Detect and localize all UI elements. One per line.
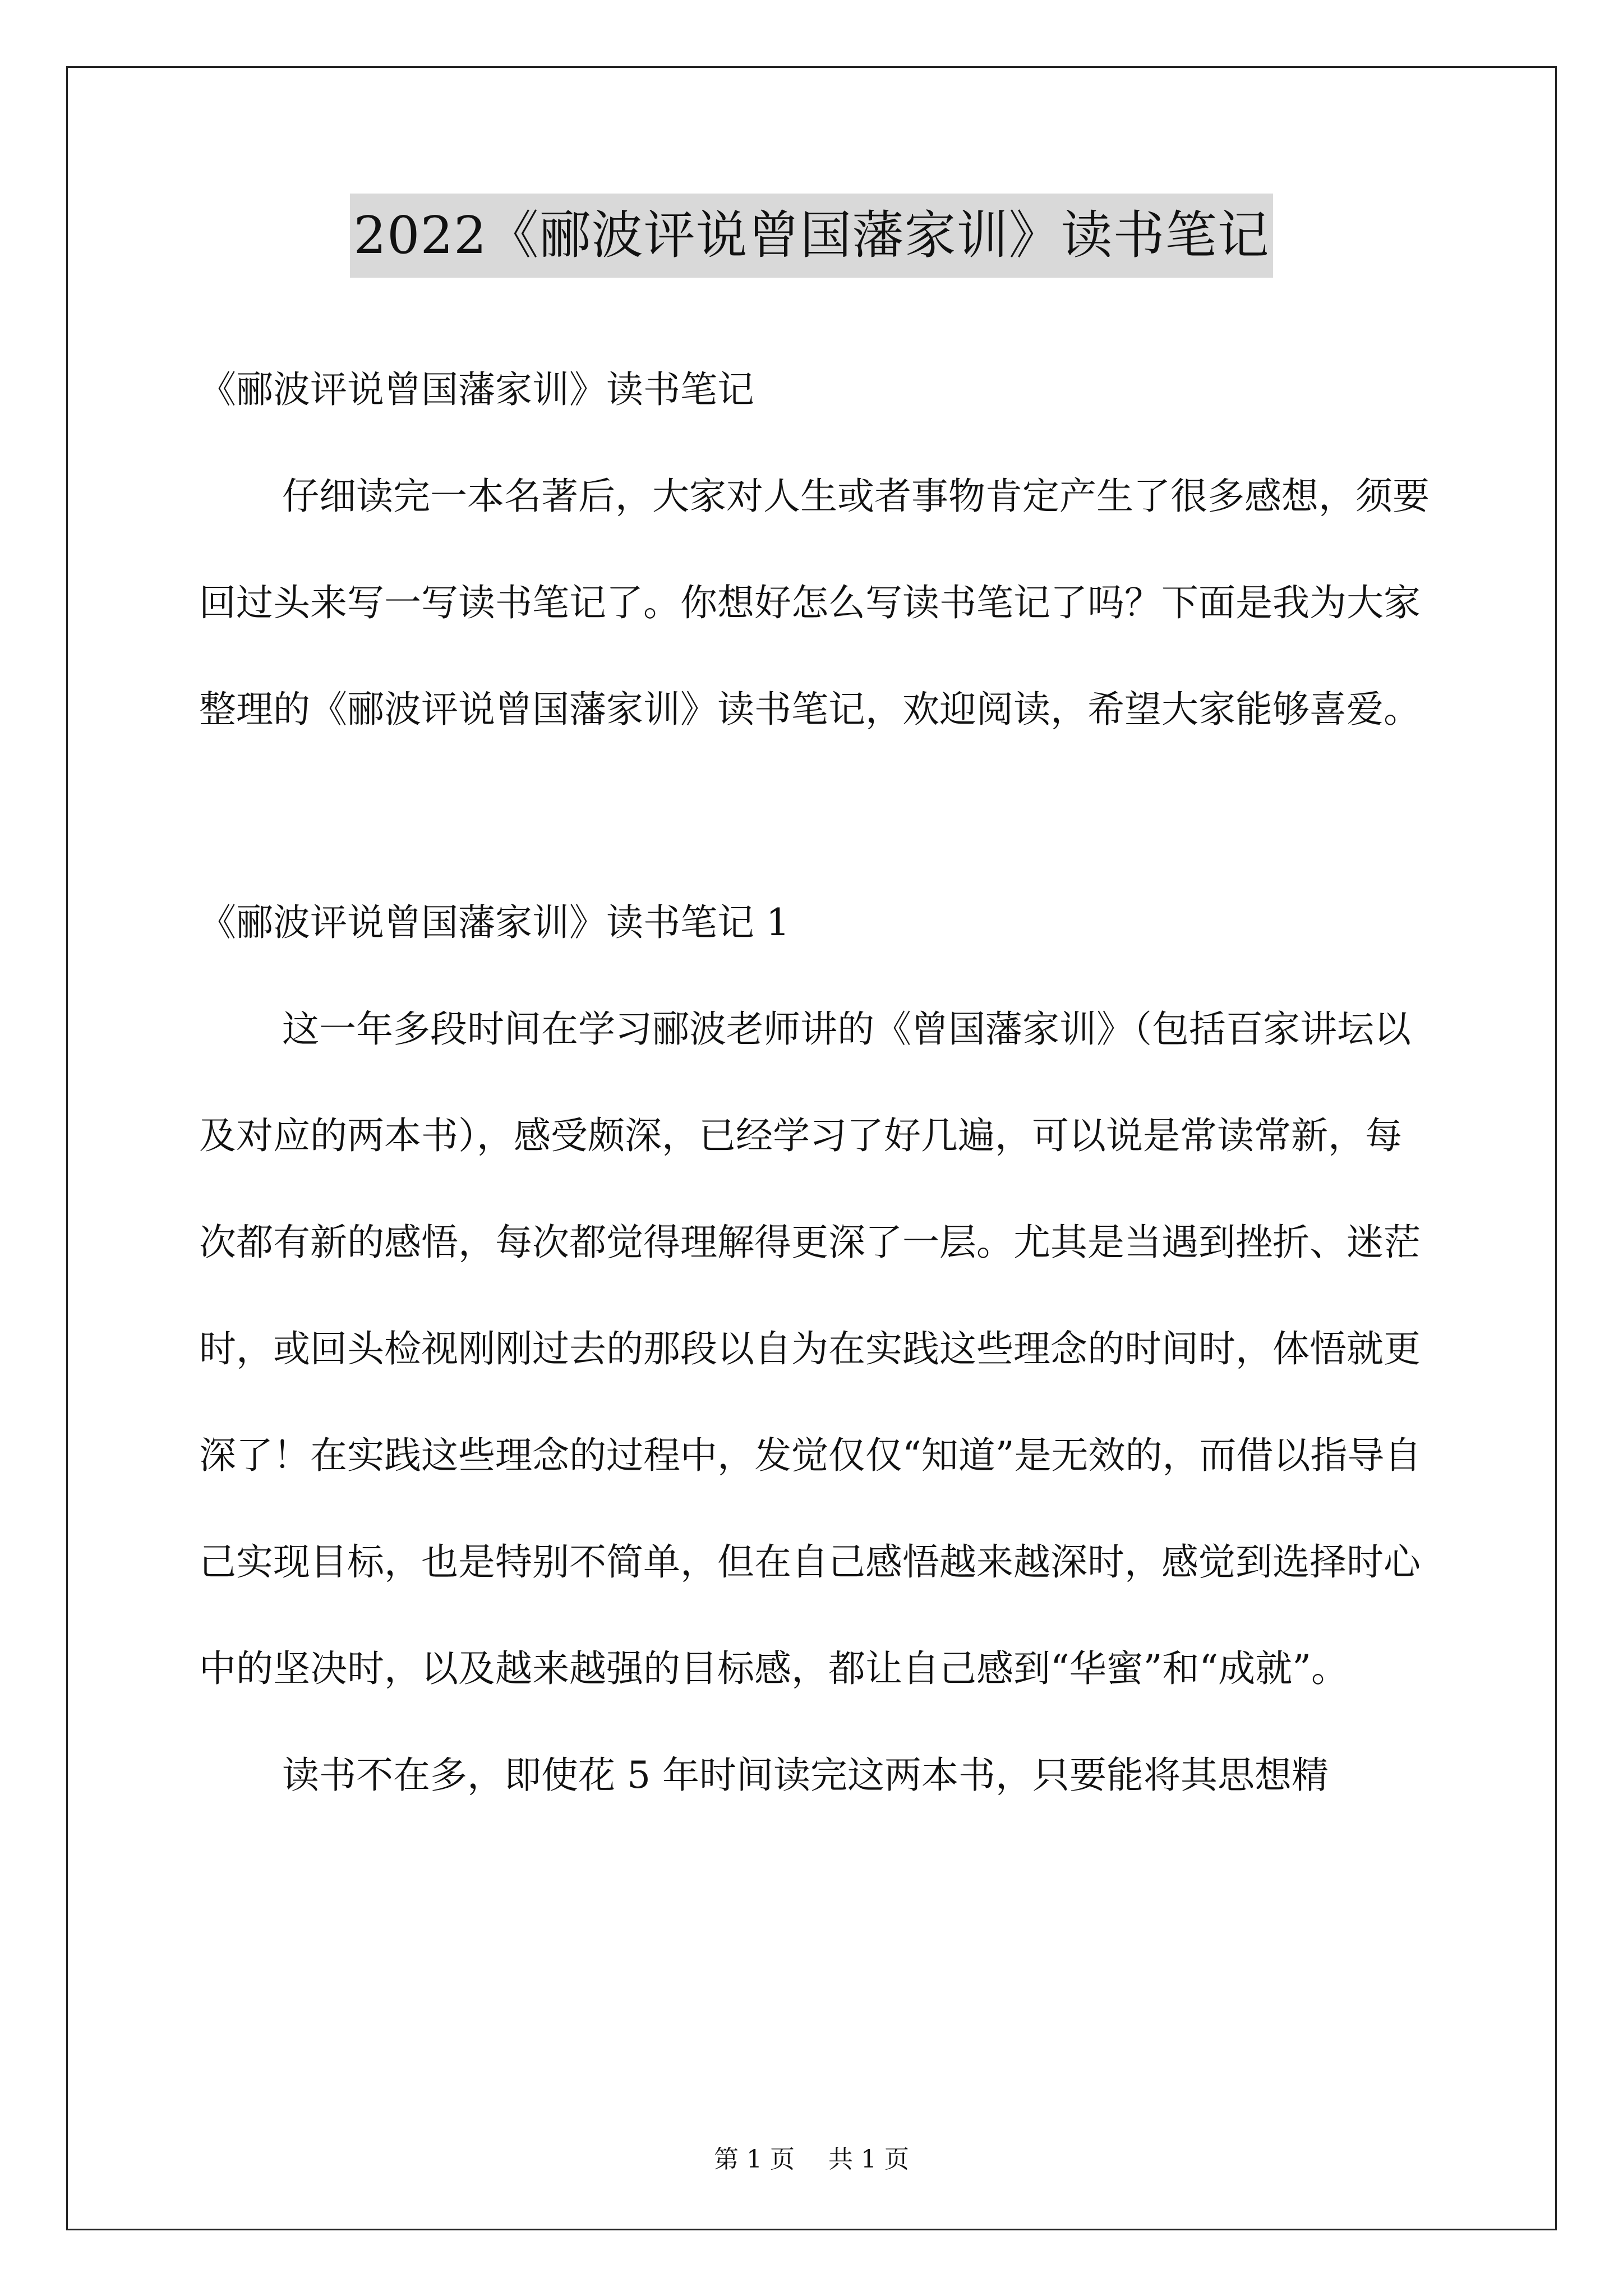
section-heading: 《郦波评说曾国藩家训》读书笔记 1 xyxy=(199,901,790,944)
document-subtitle: 《郦波评说曾国藩家训》读书笔记 xyxy=(199,368,754,411)
page-footer xyxy=(0,2143,1623,2177)
intro-paragraph: 仔细读完一本名著后，大家对人生或者事物肯定产生了很多感想，须要回过头来写一写读书笔记了。你想好怎么写读书笔记了吗？下面是我为大家整理的《郦波评说曾国藩家训》读书笔记，欢迎阅读，希望大家能够喜爱。 xyxy=(199,475,1430,731)
document-title: 2022《郦波评说曾国藩家训》读书笔记 xyxy=(350,194,1272,278)
body-paragraph-1: 这一年多段时间在学习郦波老师讲的《曾国藩家训》（包括百家讲坛以及对应的两本书），感受颇深，已经学习了好几遍，可以说是常读常新，每次都有新的感悟，每次都觉得理解得更深了一层。尤其是当遇到挫折、迷茫时，或回头检视刚刚过去的那段以自为在实践这些理念的时间时，体悟就更深了！在实践这些理念的过程中，发觉仅仅“知道”是无效的，而借以指导自己实现目标，也是特别不简单，但在自己感悟越来越深时，感觉到选择时心中的坚决时，以及越来越强的目标感，都让自己感到“华蜜”和“成就”。 xyxy=(199,1007,1422,1690)
title-container xyxy=(0,194,1623,278)
page-number: 第 1 页 xyxy=(714,2145,795,2174)
document-body xyxy=(199,337,1433,1829)
body-paragraph-2: 读书不在多，即使花 5 年时间读完这两本书，只要能将其思想精 xyxy=(282,1754,1329,1797)
page-total: 共 1 页 xyxy=(828,2145,909,2174)
